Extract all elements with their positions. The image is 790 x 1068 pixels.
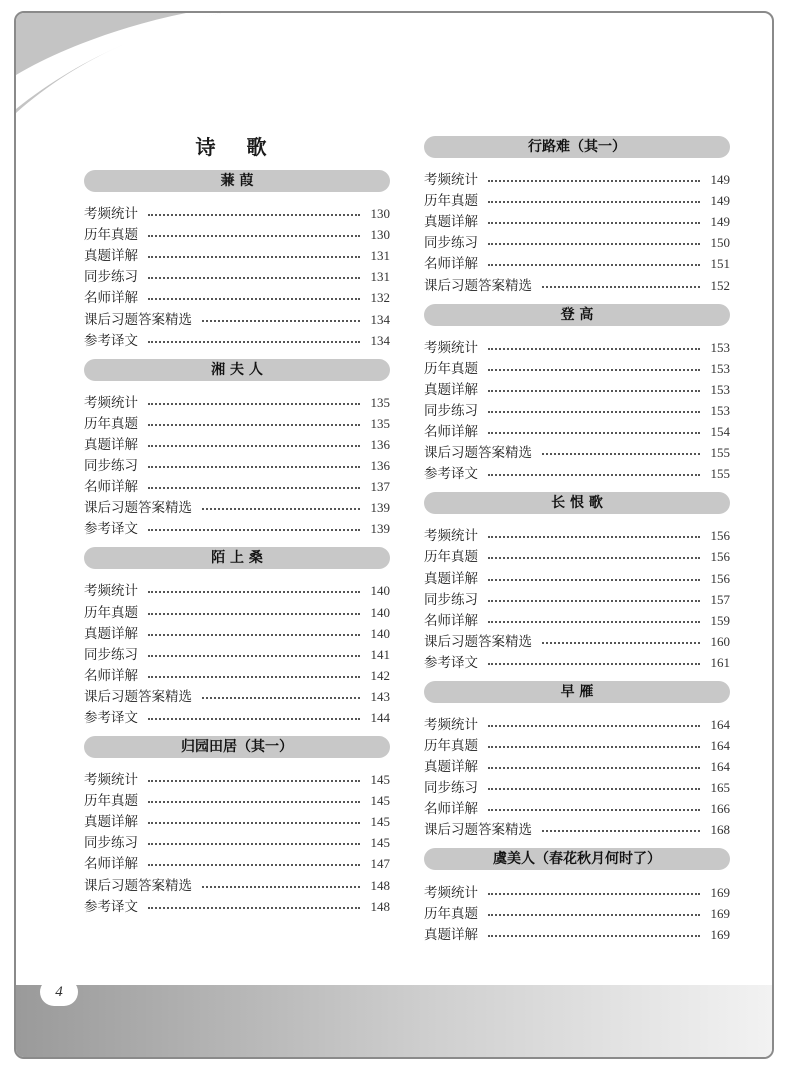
- toc-entry-label: 历年真题: [424, 549, 478, 566]
- toc-entry-label: 参考译文: [84, 898, 138, 915]
- leader-dots: [488, 767, 700, 769]
- chapter-title-pill: 陌 上 桑: [84, 547, 390, 569]
- toc-entry[interactable]: [424, 901, 730, 922]
- toc-entry[interactable]: [424, 335, 730, 356]
- toc-entry[interactable]: [84, 578, 390, 599]
- toc-entry[interactable]: [84, 599, 390, 620]
- toc-entry-label: 同步练习: [84, 835, 138, 852]
- toc-entry-page: 149: [710, 172, 730, 188]
- toc-entry[interactable]: [84, 243, 390, 264]
- toc-entry-label: 真题详解: [424, 214, 478, 231]
- toc-entry-page: 153: [710, 381, 730, 397]
- toc-entry-label: 课后习题答案精选: [424, 277, 532, 294]
- toc-group: [424, 848, 730, 942]
- leader-dots: [488, 411, 700, 413]
- toc-entry-page: 169: [710, 905, 730, 921]
- toc-entry-page: 147: [370, 856, 390, 872]
- toc-entry-label: 课后习题答案精选: [84, 311, 192, 328]
- leader-dots: [488, 536, 700, 538]
- toc-entry-label: 名师详解: [84, 479, 138, 496]
- toc-entry[interactable]: [84, 705, 390, 726]
- leader-dots: [488, 180, 700, 182]
- toc-group: [84, 736, 390, 915]
- toc-entry-label: 同步练习: [424, 235, 478, 252]
- toc-entry-page: 130: [370, 206, 390, 222]
- toc-entry-page: 131: [370, 248, 390, 264]
- chapter-title-pill: 长 恨 歌: [424, 492, 730, 514]
- toc-entry-label: 参考译文: [84, 521, 138, 538]
- toc-entry-label: 真题详解: [424, 570, 478, 587]
- toc-entry-page: 137: [370, 479, 390, 495]
- toc-entry-label: 历年真题: [424, 360, 478, 377]
- toc-entry-page: 136: [370, 436, 390, 452]
- toc-entry-label: 名师详解: [424, 612, 478, 629]
- toc-entry-label: 考频统计: [84, 206, 138, 223]
- leader-dots: [148, 655, 360, 657]
- toc-group: [424, 681, 730, 839]
- toc-entry[interactable]: [424, 733, 730, 754]
- toc-entry-label: 名师详解: [84, 667, 138, 684]
- leader-dots: [488, 390, 700, 392]
- toc-entry-page: 135: [370, 394, 390, 410]
- toc-entry-label: 名师详解: [424, 801, 478, 818]
- leader-dots: [148, 466, 360, 468]
- toc-entry[interactable]: [424, 712, 730, 733]
- toc-entry-label: 考频统计: [424, 172, 478, 189]
- chapter-title-pill: 归园田居（其一）: [84, 736, 390, 758]
- toc-entry-label: 真题详解: [84, 248, 138, 265]
- toc-entry-label: 考频统计: [424, 339, 478, 356]
- toc-entry-page: 145: [370, 814, 390, 830]
- toc-entry-label: 参考译文: [424, 466, 478, 483]
- toc-entry[interactable]: [424, 650, 730, 671]
- toc-entry[interactable]: [424, 377, 730, 398]
- toc-entry-page: 164: [710, 759, 730, 775]
- toc-entry-page: 134: [370, 311, 390, 327]
- toc-entry[interactable]: [84, 390, 390, 411]
- leader-dots: [148, 843, 360, 845]
- leader-dots: [488, 201, 700, 203]
- toc-entry[interactable]: [84, 809, 390, 830]
- toc-group: [84, 547, 390, 726]
- toc-entry-label: 同步练习: [84, 458, 138, 475]
- toc-entry[interactable]: [84, 495, 390, 516]
- toc-entry-label: 参考译文: [424, 654, 478, 671]
- toc-entry[interactable]: [84, 894, 390, 915]
- leader-dots: [488, 432, 700, 434]
- toc-entry-label: 历年真题: [424, 905, 478, 922]
- toc-entry[interactable]: [424, 544, 730, 565]
- toc-entry-page: 155: [710, 445, 730, 461]
- toc-entry-label: 历年真题: [84, 604, 138, 621]
- toc-entry[interactable]: [424, 419, 730, 440]
- toc-entry[interactable]: [84, 663, 390, 684]
- toc-entry-label: 同步练习: [424, 402, 478, 419]
- toc-entry-label: 历年真题: [424, 193, 478, 210]
- toc-entry-label: 考频统计: [424, 716, 478, 733]
- section-title: 诗 歌: [195, 135, 279, 159]
- leader-dots: [542, 286, 700, 288]
- toc-entry[interactable]: [84, 201, 390, 222]
- chapter-title-pill: 蒹 葭: [84, 170, 390, 192]
- leader-dots: [148, 298, 360, 300]
- leader-dots: [488, 579, 700, 581]
- toc-entry[interactable]: [84, 872, 390, 893]
- toc-entry-page: 141: [370, 646, 390, 662]
- leader-dots: [148, 487, 360, 489]
- toc-entry[interactable]: [424, 523, 730, 544]
- toc-entry[interactable]: [424, 565, 730, 586]
- leader-dots: [202, 320, 360, 322]
- toc-entry[interactable]: [84, 516, 390, 537]
- toc-entry[interactable]: [424, 461, 730, 482]
- leader-dots: [148, 277, 360, 279]
- toc-entry[interactable]: [84, 222, 390, 243]
- leader-dots: [148, 424, 360, 426]
- toc-entry-page: 130: [370, 227, 390, 243]
- leader-dots: [148, 718, 360, 720]
- toc-entry-label: 历年真题: [424, 738, 478, 755]
- toc-entry[interactable]: [84, 432, 390, 453]
- leader-dots: [148, 445, 360, 447]
- leader-dots: [148, 907, 360, 909]
- toc-entry-page: 169: [710, 884, 730, 900]
- toc-entry-page: 159: [710, 612, 730, 628]
- left-column: [84, 132, 390, 925]
- toc-entry-label: 考频统计: [424, 884, 478, 901]
- toc-entry[interactable]: [84, 642, 390, 663]
- toc-entry-label: 同步练习: [84, 646, 138, 663]
- toc-entry-page: 132: [370, 290, 390, 306]
- leader-dots: [488, 914, 700, 916]
- toc-entry-page: 131: [370, 269, 390, 285]
- leader-dots: [488, 264, 700, 266]
- toc-entry-label: 考频统计: [84, 394, 138, 411]
- toc-entry[interactable]: [84, 788, 390, 809]
- toc-entry-label: 名师详解: [424, 424, 478, 441]
- toc-entry-label: 历年真题: [84, 793, 138, 810]
- leader-dots: [488, 600, 700, 602]
- toc-entry-page: 139: [370, 521, 390, 537]
- toc-entry-page: 168: [710, 822, 730, 838]
- toc-entry-page: 140: [370, 583, 390, 599]
- toc-entry-page: 161: [710, 654, 730, 670]
- toc-entry-label: 课后习题答案精选: [424, 822, 532, 839]
- toc-entry[interactable]: [424, 817, 730, 838]
- toc-entry-page: 164: [710, 716, 730, 732]
- toc-entry-page: 148: [370, 877, 390, 893]
- leader-dots: [488, 621, 700, 623]
- toc-entry[interactable]: [424, 398, 730, 419]
- toc-entry-label: 真题详解: [84, 814, 138, 831]
- leader-dots: [148, 214, 360, 216]
- toc-entry-label: 参考译文: [84, 709, 138, 726]
- toc-entry[interactable]: [84, 474, 390, 495]
- leader-dots: [148, 613, 360, 615]
- footer-band: [16, 985, 772, 1057]
- toc-entry-page: 157: [710, 591, 730, 607]
- toc-entry-page: 152: [710, 277, 730, 293]
- toc-entry-page: 145: [370, 772, 390, 788]
- toc-entry[interactable]: [424, 608, 730, 629]
- leader-dots: [488, 369, 700, 371]
- toc-entry-page: 139: [370, 500, 390, 516]
- toc-entry[interactable]: [424, 775, 730, 796]
- leader-dots: [488, 725, 700, 727]
- toc-entry-page: 145: [370, 835, 390, 851]
- toc-entry-label: 参考译文: [84, 332, 138, 349]
- toc-entry[interactable]: [424, 272, 730, 293]
- toc-entry[interactable]: [84, 411, 390, 432]
- toc-entry-page: 143: [370, 688, 390, 704]
- toc-entry-label: 课后习题答案精选: [424, 445, 532, 462]
- leader-dots: [148, 780, 360, 782]
- leader-dots: [148, 864, 360, 866]
- page-number: 4: [40, 978, 78, 1006]
- leader-dots: [542, 453, 700, 455]
- leader-dots: [542, 642, 700, 644]
- chapter-title-pill: 行路难（其一）: [424, 136, 730, 158]
- toc-entry-page: 154: [710, 424, 730, 440]
- toc-entry[interactable]: [424, 167, 730, 188]
- toc-entry[interactable]: [84, 851, 390, 872]
- leader-dots: [488, 746, 700, 748]
- toc-entry-page: 160: [710, 633, 730, 649]
- toc-group: [424, 492, 730, 671]
- toc-entry-page: 148: [370, 898, 390, 914]
- toc-entry-page: 156: [710, 528, 730, 544]
- toc-entry-label: 课后习题答案精选: [84, 688, 192, 705]
- toc-entry[interactable]: [424, 440, 730, 461]
- toc-entry-page: 151: [710, 256, 730, 272]
- toc-entry-page: 149: [710, 193, 730, 209]
- toc-entry-label: 真题详解: [84, 436, 138, 453]
- leader-dots: [488, 809, 700, 811]
- toc-entry-label: 真题详解: [424, 926, 478, 943]
- toc-entry[interactable]: [84, 264, 390, 285]
- leader-dots: [148, 235, 360, 237]
- toc-entry[interactable]: [84, 684, 390, 705]
- toc-entry[interactable]: [424, 230, 730, 251]
- toc-entry-label: 同步练习: [424, 780, 478, 797]
- toc-entry-page: 144: [370, 709, 390, 725]
- toc-entry-label: 真题详解: [424, 759, 478, 776]
- toc-entry[interactable]: [424, 796, 730, 817]
- toc-entry-page: 155: [710, 466, 730, 482]
- toc-entry[interactable]: [84, 767, 390, 788]
- toc-entry[interactable]: [424, 251, 730, 272]
- leader-dots: [488, 893, 700, 895]
- leader-dots: [202, 886, 360, 888]
- toc-entry[interactable]: [424, 922, 730, 943]
- chapter-title-pill: 虞美人（春花秋月何时了）: [424, 848, 730, 870]
- chapter-title-pill: 早 雁: [424, 681, 730, 703]
- chapter-title-pill: 湘 夫 人: [84, 359, 390, 381]
- toc-entry-page: 156: [710, 549, 730, 565]
- toc-entry-page: 165: [710, 780, 730, 796]
- toc-group: [84, 170, 390, 349]
- leader-dots: [202, 508, 360, 510]
- toc-entry-label: 名师详解: [84, 290, 138, 307]
- toc-entry-page: 140: [370, 625, 390, 641]
- leader-dots: [148, 676, 360, 678]
- toc-entry-page: 149: [710, 214, 730, 230]
- leader-dots: [488, 935, 700, 937]
- leader-dots: [488, 557, 700, 559]
- toc-entry-page: 135: [370, 415, 390, 431]
- toc-group: [84, 359, 390, 538]
- toc-entry-page: 136: [370, 458, 390, 474]
- toc-entry[interactable]: [84, 328, 390, 349]
- right-column: [424, 128, 730, 953]
- toc-entry-page: 150: [710, 235, 730, 251]
- toc-entry[interactable]: [84, 830, 390, 851]
- toc-entry-label: 真题详解: [424, 381, 478, 398]
- toc-entry-label: 课后习题答案精选: [424, 633, 532, 650]
- leader-dots: [488, 222, 700, 224]
- chapter-title-pill: 登 高: [424, 304, 730, 326]
- toc-entry[interactable]: [424, 356, 730, 377]
- toc-entry-page: 153: [710, 339, 730, 355]
- toc-entry-label: 名师详解: [84, 856, 138, 873]
- toc-group: [424, 304, 730, 483]
- toc-entry[interactable]: [424, 188, 730, 209]
- toc-entry-label: 真题详解: [84, 625, 138, 642]
- toc-entry-label: 历年真题: [84, 415, 138, 432]
- leader-dots: [488, 788, 700, 790]
- toc-entry[interactable]: [424, 209, 730, 230]
- toc-entry[interactable]: [424, 629, 730, 650]
- toc-entry-label: 名师详解: [424, 256, 478, 273]
- toc-group: [424, 136, 730, 294]
- toc-entry-label: 同步练习: [424, 591, 478, 608]
- leader-dots: [148, 801, 360, 803]
- toc-entry[interactable]: [424, 587, 730, 608]
- toc-entry-label: 历年真题: [84, 227, 138, 244]
- leader-dots: [202, 697, 360, 699]
- leader-dots: [542, 830, 700, 832]
- toc-entry-page: 140: [370, 604, 390, 620]
- toc-entry[interactable]: [84, 453, 390, 474]
- leader-dots: [488, 243, 700, 245]
- toc-entry-page: 169: [710, 926, 730, 942]
- toc-entry-page: 142: [370, 667, 390, 683]
- toc-entry[interactable]: [424, 879, 730, 900]
- leader-dots: [148, 591, 360, 593]
- leader-dots: [148, 822, 360, 824]
- leader-dots: [148, 529, 360, 531]
- leader-dots: [488, 348, 700, 350]
- toc-entry[interactable]: [84, 285, 390, 306]
- leader-dots: [148, 256, 360, 258]
- toc-entry-label: 课后习题答案精选: [84, 500, 192, 517]
- leader-dots: [148, 403, 360, 405]
- toc-entry[interactable]: [84, 306, 390, 327]
- toc-entry-page: 166: [710, 801, 730, 817]
- toc-entry-page: 153: [710, 402, 730, 418]
- corner-swoosh-decoration: [16, 13, 236, 123]
- toc-entry-page: 164: [710, 738, 730, 754]
- toc-entry-label: 同步练习: [84, 269, 138, 286]
- toc-entry[interactable]: [84, 621, 390, 642]
- toc-entry[interactable]: [424, 754, 730, 775]
- leader-dots: [148, 341, 360, 343]
- leader-dots: [488, 474, 700, 476]
- toc-entry-page: 156: [710, 570, 730, 586]
- leader-dots: [488, 663, 700, 665]
- leader-dots: [148, 634, 360, 636]
- toc-entry-page: 145: [370, 793, 390, 809]
- toc-entry-page: 134: [370, 332, 390, 348]
- toc-entry-label: 考频统计: [424, 528, 478, 545]
- toc-entry-label: 考频统计: [84, 583, 138, 600]
- toc-entry-label: 课后习题答案精选: [84, 877, 192, 894]
- toc-entry-label: 考频统计: [84, 772, 138, 789]
- toc-entry-page: 153: [710, 360, 730, 376]
